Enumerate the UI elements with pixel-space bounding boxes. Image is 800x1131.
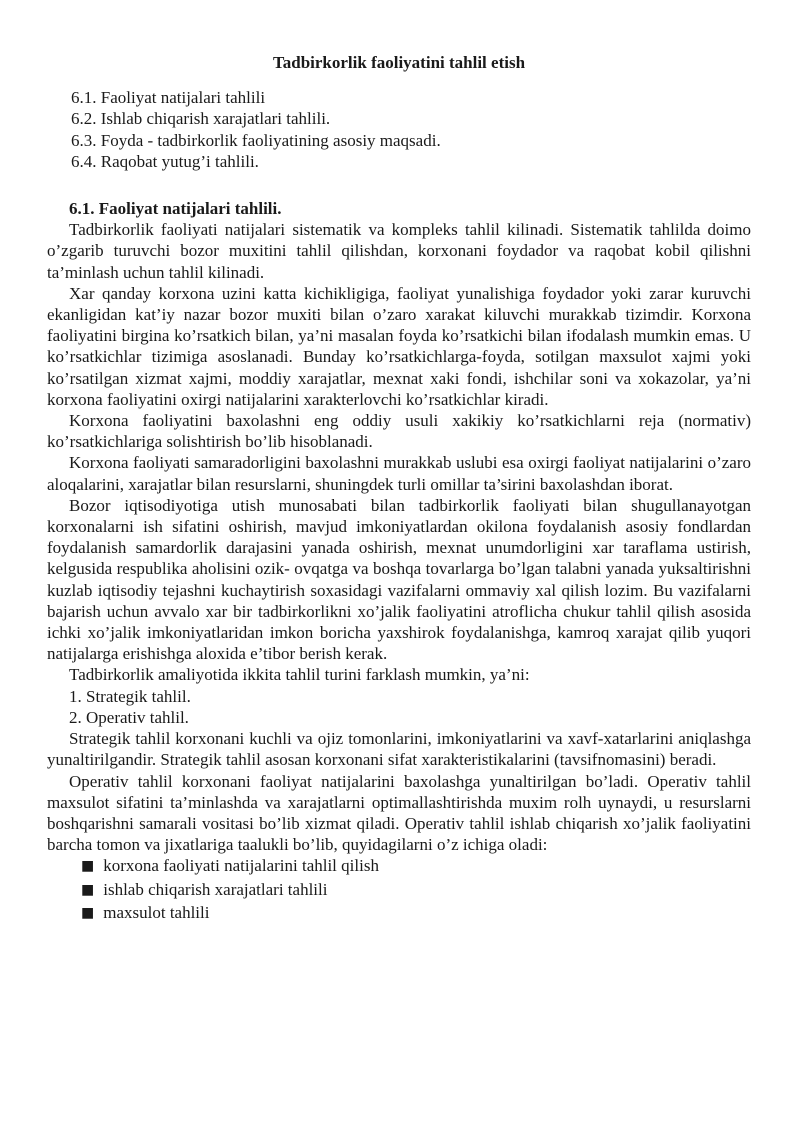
- square-bullet-icon: ■: [81, 881, 95, 898]
- bullet-list-item: [47, 855, 751, 878]
- toc-item-6-4: 6.4. Raqobat yutug’i tahlili.: [71, 151, 259, 171]
- bullet-item-label: maxsulot tahlili: [103, 902, 210, 922]
- toc-item-6-3: 6.3. Foyda - tadbirkorlik faoliyatining asosiy maqsadi.: [71, 130, 441, 150]
- paragraph: Strategik tahlil korxonani kuchli va ojiz tomonlarini, imkoniyatlarini va xavf-xatarlarini aniqlashga yunaltirilgandir. Strategik tahlil asosan korxonani sifat xarakteristikalarini (tavsifnomasini) beradi.: [47, 729, 751, 770]
- toc-item-6-1: 6.1. Faoliyat natijalari tahlili: [71, 88, 266, 108]
- toc-item-6-2: 6.2. Ishlab chiqarish xarajatlari tahlili.: [71, 109, 331, 129]
- paragraph: Xar qanday korxona uzini katta kichikligiga, faoliyat yunalishiga foydador yoki zarar kuruvchi ekanligidan kat’iy nazar bozor muxiti bilan o’zaro xarakat kiluvchi murakkab tizimdir. Korxona faoliyatini birgina ko’rsatkich bilan, ya’ni masalan foyda ko’rsatkichi bilan ifodalash mumkin emas. U ko’rsatkichlar tizimiga asoslanadi. Bunday ko’rsatkichlarga-foyda, sotilgan maxsulot xajmi yoki ko’rsatilgan xizmat xajmi, moddiy xarajatlar, mexnat xaki fondi, ishchilar soni va xokazolar, ya’ni korxona faoliyatini oxirgi natijalarini xarakterlovchi ko’rsatkichlar kiradi.: [47, 283, 751, 409]
- bullet-item-label: korxona faoliyati natijalarini tahlil qilish: [103, 856, 379, 876]
- square-bullet-icon: ■: [81, 904, 95, 921]
- bullet-list-item: [47, 902, 751, 925]
- paragraph: Bozor iqtisodiyotiga utish munosabati bilan tadbirkorlik faoliyati bilan shugullanayotgan korxonalarni ish sifatini oshirish, mavjud imkoniyatlardan okilona foydalanish asosiy fondlardan foydalanish samardorlik darajasini yanada oshirish, mexnat unumdorligini xar taraflama ustirish, kelgusida respublika aholisini ozik- ovqatga va boshqa tovarlarga bo’lgan talabni yanada yuksaltirishni kuzlab iqtisodiy tejashni kuchaytirish soxasidagi vazifalarni ommaviy xal qilish lozim. Bu vazifalarni bajarish uchun avvalo xar bir tadbirkorlikni xo’jalik faoliyatini atroflicha chukur tahlil qilish asosida ichki xo’jalik imkoniyatlaridan imkon boricha yaxshirok foydalanishga, kamroq xarajat qilib yuqori natijalarga erishishga aloxida e’tibor berish kerak.: [47, 495, 751, 664]
- paragraph-list-intro: Tadbirkorlik amaliyotida ikkita tahlil turini farklash mumkin, ya’ni:: [69, 665, 530, 685]
- section-heading: 6.1. Faoliyat natijalari tahlili.: [69, 199, 282, 219]
- document-title: Tadbirkorlik faoliyatini tahlil etish: [272, 53, 526, 72]
- square-bullet-icon: ■: [81, 858, 95, 875]
- toc-list: [47, 87, 751, 172]
- numbered-list-item-2: 2. Operativ tahlil.: [69, 707, 189, 727]
- numbered-list-item-1: 1. Strategik tahlil.: [69, 686, 191, 706]
- bullet-item-label: ishlab chiqarish xarajatlari tahlili: [103, 879, 328, 899]
- paragraph: Korxona faoliyatini baxolashni eng oddiy usuli xakikiy ko’rsatkichlarni reja (normativ) ko’rsatkichlariga solishtirish bo’lib hisoblanadi.: [47, 411, 751, 452]
- paragraph: Korxona faoliyati samaradorligini baxolashni murakkab uslubi esa oxirgi faoliyat natijalarini o’zaro aloqalarini, xarajatlar bilan resurslarni, shuningdek turli omillar ta’sirini baxolashdan iborat.: [47, 453, 751, 494]
- paragraph: Tadbirkorlik faoliyati natijalari sistematik va kompleks tahlil kilinadi. Sistematik tahlilda doimo o’zgarib turuvchi bozor muxitini tahlil qilishdan, korxonani foydador va raqobat kobil qilishni ta’minlash uchun tahlil kilinadi.: [47, 220, 751, 282]
- paragraph: Operativ tahlil korxonani faoliyat natijalarini baxolashga yunaltirilgan bo’ladi. Operativ tahlil maxsulot sifatini ta’minlashda va xarajatlarni optimallashtirishda muxim rolh uynaydi, u resurslarni boshqarishni samarali vositasi bo’lib xizmat qiladi. Operativ tahlil ishlab chiqarish xo’jalik faoliyatini barcha tomon va jixatlariga taalukli bo’lib, quyidagilarni o’z ichiga oladi:: [47, 771, 751, 855]
- bullet-list-item: [47, 879, 751, 902]
